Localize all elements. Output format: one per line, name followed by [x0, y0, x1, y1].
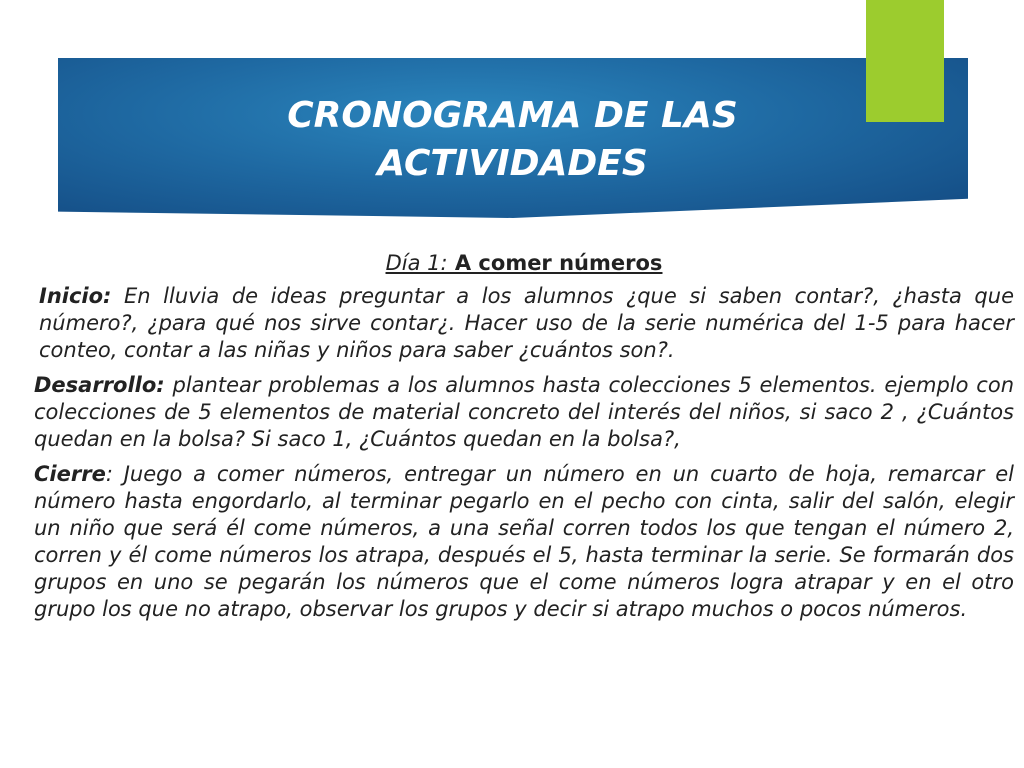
slide-title-line-2: ACTIVIDADES	[377, 143, 648, 184]
accent-bar	[866, 0, 944, 122]
section-inicio	[34, 283, 1014, 364]
section-label-inicio: Inicio:	[39, 284, 112, 308]
section-text-cierre: : Juego a comer números, entregar un número en un cuarto de hoja, remarcar el número hasta engordarlo, al terminar pegarlo en el pecho con cinta, salir del salón, elegir un niño que será él come números, a una señal corren todos los que tengan el número 2, corren y él come números los atrapa, después el 5, hasta terminar la serie. Se formarán dos grupos en uno se pegarán los números que el come números logra atrapar y en el otro grupo los que no atrapo, observar los grupos y decir si atrapo muchos o pocos números.	[34, 462, 1014, 621]
section-cierre	[34, 461, 1014, 623]
day-name: A comer números	[447, 251, 663, 275]
day-heading	[34, 250, 1014, 277]
day-label: Día 1:	[385, 251, 448, 275]
slide-title-line-1: CRONOGRAMA DE LAS	[287, 95, 738, 136]
slide-content	[34, 250, 1014, 631]
section-desarrollo	[34, 372, 1014, 453]
slide-title	[180, 92, 845, 188]
section-label-cierre: Cierre	[34, 462, 106, 486]
section-label-desarrollo: Desarrollo:	[34, 373, 165, 397]
section-text-inicio: En lluvia de ideas preguntar a los alumnos ¿que si saben contar?, ¿hasta que número?, ¿para qué nos sirve contar¿. Hacer uso de la serie numérica del 1-5 para hacer conteo, contar a las niñas y niños para saber ¿cuántos son?.	[39, 284, 1014, 362]
section-text-desarrollo: plantear problemas a los alumnos hasta colecciones 5 elementos. ejemplo con colecciones de 5 elementos de material concreto del interés del niños, si saco 2 , ¿Cuántos quedan en la bolsa? Si saco 1, ¿Cuántos quedan en la bolsa?,	[34, 373, 1014, 451]
